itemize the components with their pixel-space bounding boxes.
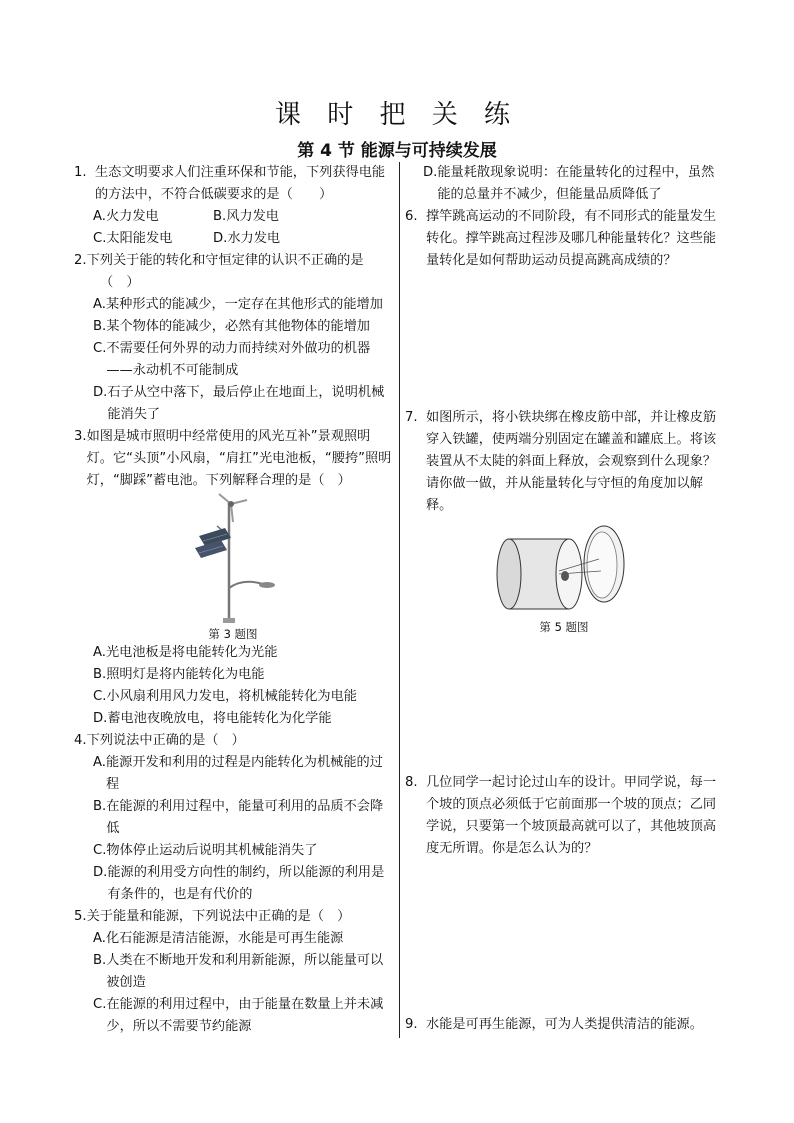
option-b: B. 在能源的利用过程中，能量可利用的品质不会降低 (93, 799, 384, 836)
option-d: D. 能量耗散现象说明：在能量转化的过程中，虽然能的总量并不减少，但能量品质降低了 (423, 165, 715, 202)
question-9 (405, 1014, 723, 1036)
option-c: C. 不需要任何外界的动力而持续对外做功的机器——永动机不可能制成 (93, 341, 371, 378)
rolling-can-illustration (489, 519, 639, 619)
option-a: A. 某种形式的能减少，一定存在其他形式的能增加 (93, 297, 383, 312)
question-number: 8. (405, 775, 426, 790)
question-stem: 如图是城市照明中经常使用的风光互补”景观照明灯。它“头顶”小风扇，“肩扛”光电池板，“腰挎”照明灯，“脚踩”蓄电池。下列解释合理的是（ ） (86, 429, 392, 488)
option-b: B. 人类在不断地开发和利用新能源，所以能量可以被创造 (93, 953, 384, 990)
question-number: 6. (405, 209, 426, 224)
page-title: 课 时 把 关 练 (274, 100, 520, 130)
question-text: 如图所示，将小铁块绑在橡皮筋中部，并让橡皮筋穿入铁罐，使两端分别固定在罐盖和罐底上。将该装置从不太陡的斜面上释放，会观察到什么现象？请你做一做，并从能量转化与守恒的角度加以解释。 (425, 410, 717, 513)
question-1 (74, 162, 392, 206)
option-c: C. 物体停止运动后说明其机械能消失了 (93, 843, 318, 858)
option-row (74, 228, 392, 250)
option-b: B. 照明灯是将内能转化为电能 (93, 667, 265, 682)
option-a: A.火力发电 (93, 209, 159, 224)
option-row (74, 206, 392, 228)
figure-rolling-can (405, 519, 723, 619)
column-divider (399, 162, 400, 1038)
question-stem: 下列关于能的转化和守恒定律的认识不正确的是 (86, 253, 364, 268)
right-column-q8 (405, 772, 723, 860)
left-column (74, 162, 392, 1038)
option-a: A. 光电池板是将电能转化为光能 (93, 645, 278, 660)
question-7 (405, 407, 723, 517)
figure-caption: 第 3 题图 (208, 627, 258, 641)
question-5 (74, 906, 392, 928)
option-d: D. 蓄电池夜晚放电，将电能转化为化学能 (93, 711, 332, 726)
question-stem: 关于能量和能源，下列说法中正确的是（ ） (86, 909, 351, 924)
question-number: 9. (405, 1017, 426, 1032)
option-b: B. 某个物体的能减少，必然有其他物体的能增加 (93, 319, 370, 334)
answer-paren: （ ） (100, 275, 140, 290)
section-title: 第 4 节 能源与可持续发展 (297, 141, 497, 161)
question-text: 水能是可再生能源，可为人类提供清洁的能源。 (425, 1017, 703, 1032)
right-column-q7 (405, 407, 723, 635)
question-number: 2. (74, 253, 87, 268)
option-c: C. 小风扇利用风力发电，将机械能转化为电能 (93, 689, 357, 704)
question-number: 7. (405, 410, 426, 425)
figure-caption: 第 5 题图 (539, 620, 589, 634)
option-d: D. 石子从空中落下，最后停止在地面上，说明机械能消失了 (93, 385, 385, 422)
option-c: C.太阳能发电 (93, 231, 173, 246)
question-text: 几位同学一起讨论过山车的设计。甲同学说，每一个坡的顶点必须低于它前面那一个坡的顶点；乙同学说，只要第一个坡顶最高就可以了，其他坡顶高度无所谓。你是怎么认为的？ (425, 775, 717, 856)
question-8 (405, 772, 723, 860)
option-d: D. 能源的利用受方向性的制约，所以能源的利用是有条件的，也是有代价的 (93, 865, 385, 902)
question-number: 5. (74, 909, 87, 924)
option-d: D.水力发电 (213, 231, 281, 246)
question-stem: 下列说法中正确的是（ ） (86, 733, 245, 748)
option-a: A. 化石能源是清洁能源，水能是可再生能源 (93, 931, 344, 946)
question-number: 3. (74, 429, 87, 444)
question-6 (405, 206, 723, 272)
right-column-q9 (405, 1014, 723, 1036)
wind-solar-lamp-illustration (173, 492, 293, 626)
right-column (405, 162, 723, 272)
question-stem: 生态文明要求人们注重环保和节能，下列获得电能的方法中，不符合低碳要求的是（ ） (94, 165, 386, 202)
question-number: 4. (74, 733, 87, 748)
question-text: 撑竿跳高运动的不同阶段，有不同形式的能量发生转化。撑竿跳高过程涉及哪几种能量转化？这些能量转化是如何帮助运动员提高跳高成绩的？ (425, 209, 717, 268)
question-4 (74, 730, 392, 752)
question-number: 1. (74, 165, 95, 180)
option-c: C. 在能源的利用过程中，由于能量在数量上并未减少，所以不需要节约能源 (93, 997, 384, 1034)
option-a: A. 能源开发和利用的过程是内能转化为机械能的过程 (93, 755, 383, 792)
question-3 (74, 426, 392, 492)
question-2 (74, 250, 392, 272)
figure-street-lamp (74, 492, 392, 626)
option-b: B.风力发电 (213, 209, 279, 224)
